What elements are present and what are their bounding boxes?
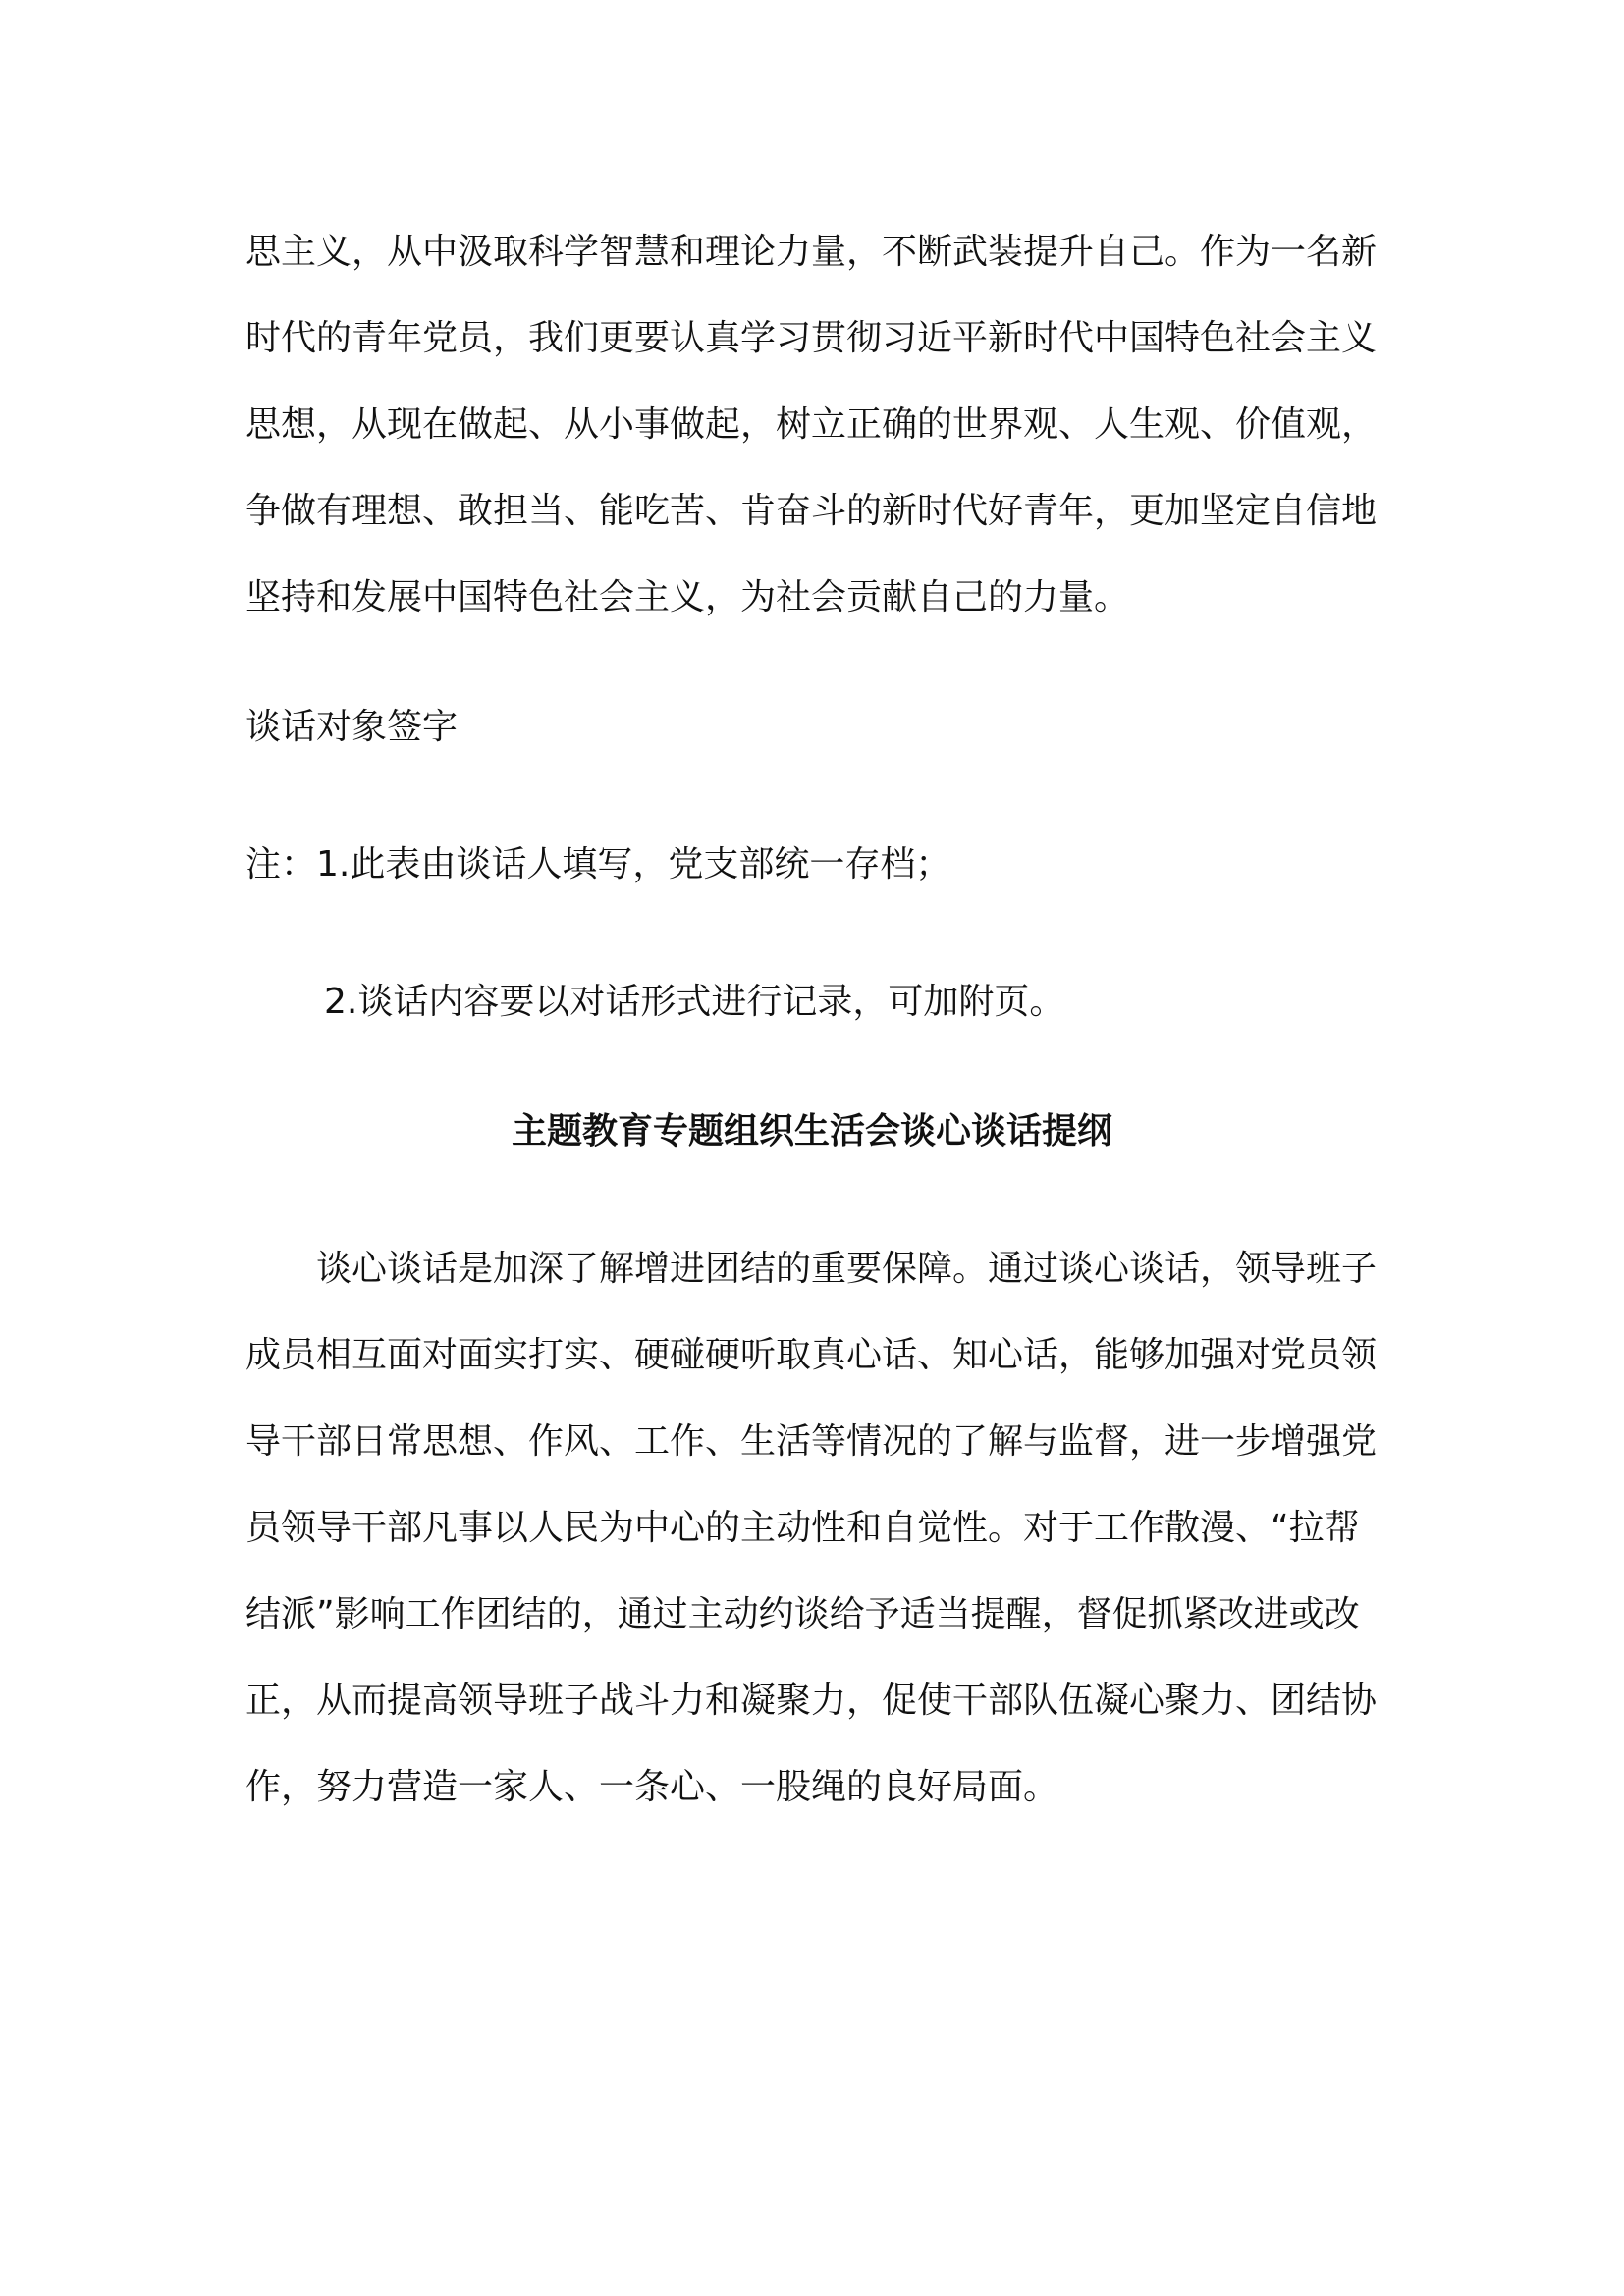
paragraph-line: 思主义，从中汲取科学智慧和理论力量，不断武装提升自己。作为一名新 (245, 232, 1378, 272)
paragraph-line: 作，努力营造一家人、一条心、一股绳的良好局面。 (245, 1767, 1059, 1807)
paragraph-line: 正，从而提高领导班子战斗力和凝聚力，促使干部队伍凝心聚力、团结协 (245, 1681, 1378, 1721)
note-1: 注：1.此表由谈话人填写，党支部统一存档； (245, 844, 951, 884)
paragraph-line: 坚持和发展中国特色社会主义，为社会贡献自己的力量。 (245, 577, 1130, 617)
note-2: 2.谈话内容要以对话形式进行记录，可加附页。 (324, 982, 1065, 1022)
paragraph-line: 结派”影响工作团结的，通过主动约谈给予适当提醒，督促抓紧改进或改 (245, 1594, 1360, 1634)
paragraph-line: 导干部日常思想、作风、工作、生活等情况的了解与监督，进一步增强党 (245, 1421, 1378, 1462)
paragraph-line: 成员相互面对面实打实、硬碰硬听取真心话、知心话，能够加强对党员领 (245, 1335, 1378, 1375)
paragraph-line: 时代的青年党员，我们更要认真学习贯彻习近平新时代中国特色社会主义 (245, 318, 1378, 358)
section-title: 主题教育专题组织生活会谈心谈话提纲 (511, 1111, 1112, 1151)
paragraph-line: 争做有理想、敢担当、能吃苦、肯奋斗的新时代好青年，更加坚定自信地 (245, 491, 1378, 531)
paragraph-line: 思想，从现在做起、从小事做起，树立正确的世界观、人生观、价值观， (245, 404, 1378, 445)
signature-label: 谈话对象签字 (245, 707, 459, 747)
paragraph-line: 谈心谈话是加深了解增进团结的重要保障。通过谈心谈话，领导班子 (316, 1249, 1378, 1289)
paragraph-line: 员领导干部凡事以人民为中心的主动性和自觉性。对于工作散漫、“拉帮 (245, 1508, 1360, 1548)
